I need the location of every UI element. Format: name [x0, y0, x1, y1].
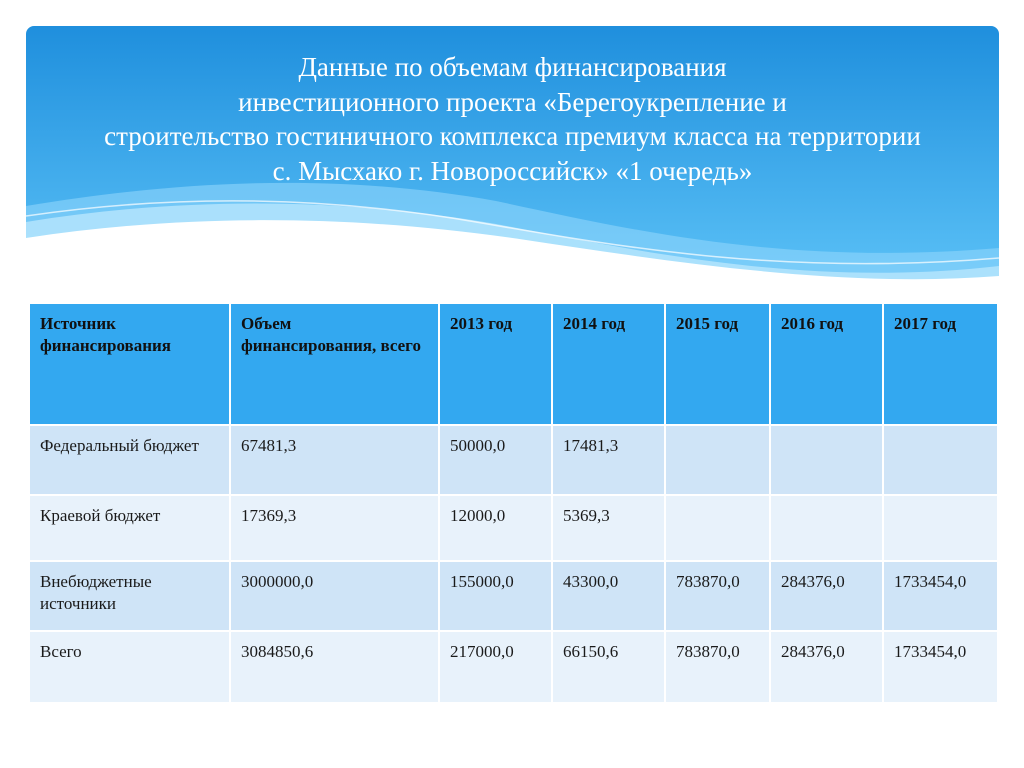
table-cell: 66150,6 — [552, 631, 665, 703]
title-line: строительство гостиничного комплекса премиум класса на территории — [104, 121, 921, 151]
table-cell — [770, 425, 883, 495]
table-cell: 217000,0 — [439, 631, 552, 703]
header-cell: Источник финансирования — [29, 303, 230, 425]
table-cell — [665, 495, 770, 561]
table-header-row — [29, 303, 998, 425]
table-cell: 783870,0 — [665, 561, 770, 631]
table-cell: 783870,0 — [665, 631, 770, 703]
header-cell: Объем финансирования, всего — [230, 303, 439, 425]
header-cell: 2017 год — [883, 303, 998, 425]
table-cell: 67481,3 — [230, 425, 439, 495]
header-cell: 2013 год — [439, 303, 552, 425]
table-cell: Всего — [29, 631, 230, 703]
table-cell: 12000,0 — [439, 495, 552, 561]
table-cell: 284376,0 — [770, 561, 883, 631]
table-cell — [665, 425, 770, 495]
header-cell: 2016 год — [770, 303, 883, 425]
title-line: инвестиционного проекта «Берегоукрепление и — [238, 86, 787, 117]
table-row — [29, 495, 998, 561]
table-cell — [883, 425, 998, 495]
table-cell: 284376,0 — [770, 631, 883, 703]
table-row — [29, 631, 998, 703]
table-cell: 3000000,0 — [230, 561, 439, 631]
table-row — [29, 561, 998, 631]
table-row — [29, 425, 998, 495]
table-cell: 50000,0 — [439, 425, 552, 495]
header-cell: 2015 год — [665, 303, 770, 425]
table-cell: 1733454,0 — [883, 631, 998, 703]
table-cell: Краевой бюджет — [29, 495, 230, 561]
slide-title — [26, 50, 999, 188]
table-cell — [770, 495, 883, 561]
table-cell: 5369,3 — [552, 495, 665, 561]
table-cell: 17369,3 — [230, 495, 439, 561]
table-cell: 43300,0 — [552, 561, 665, 631]
header-cell: 2014 год — [552, 303, 665, 425]
funding-table — [28, 302, 999, 704]
table-cell: Внебюджетные источники — [29, 561, 230, 631]
table-cell: 17481,3 — [552, 425, 665, 495]
table-cell: 3084850,6 — [230, 631, 439, 703]
table-cell: Федеральный бюджет — [29, 425, 230, 495]
title-line: с. Мысхако г. Новороссийск» «1 очередь» — [272, 155, 753, 186]
table-cell: 155000,0 — [439, 561, 552, 631]
title-line: Данные по объемам финансирования — [298, 52, 727, 82]
table-cell: 1733454,0 — [883, 561, 998, 631]
table-cell — [883, 495, 998, 561]
